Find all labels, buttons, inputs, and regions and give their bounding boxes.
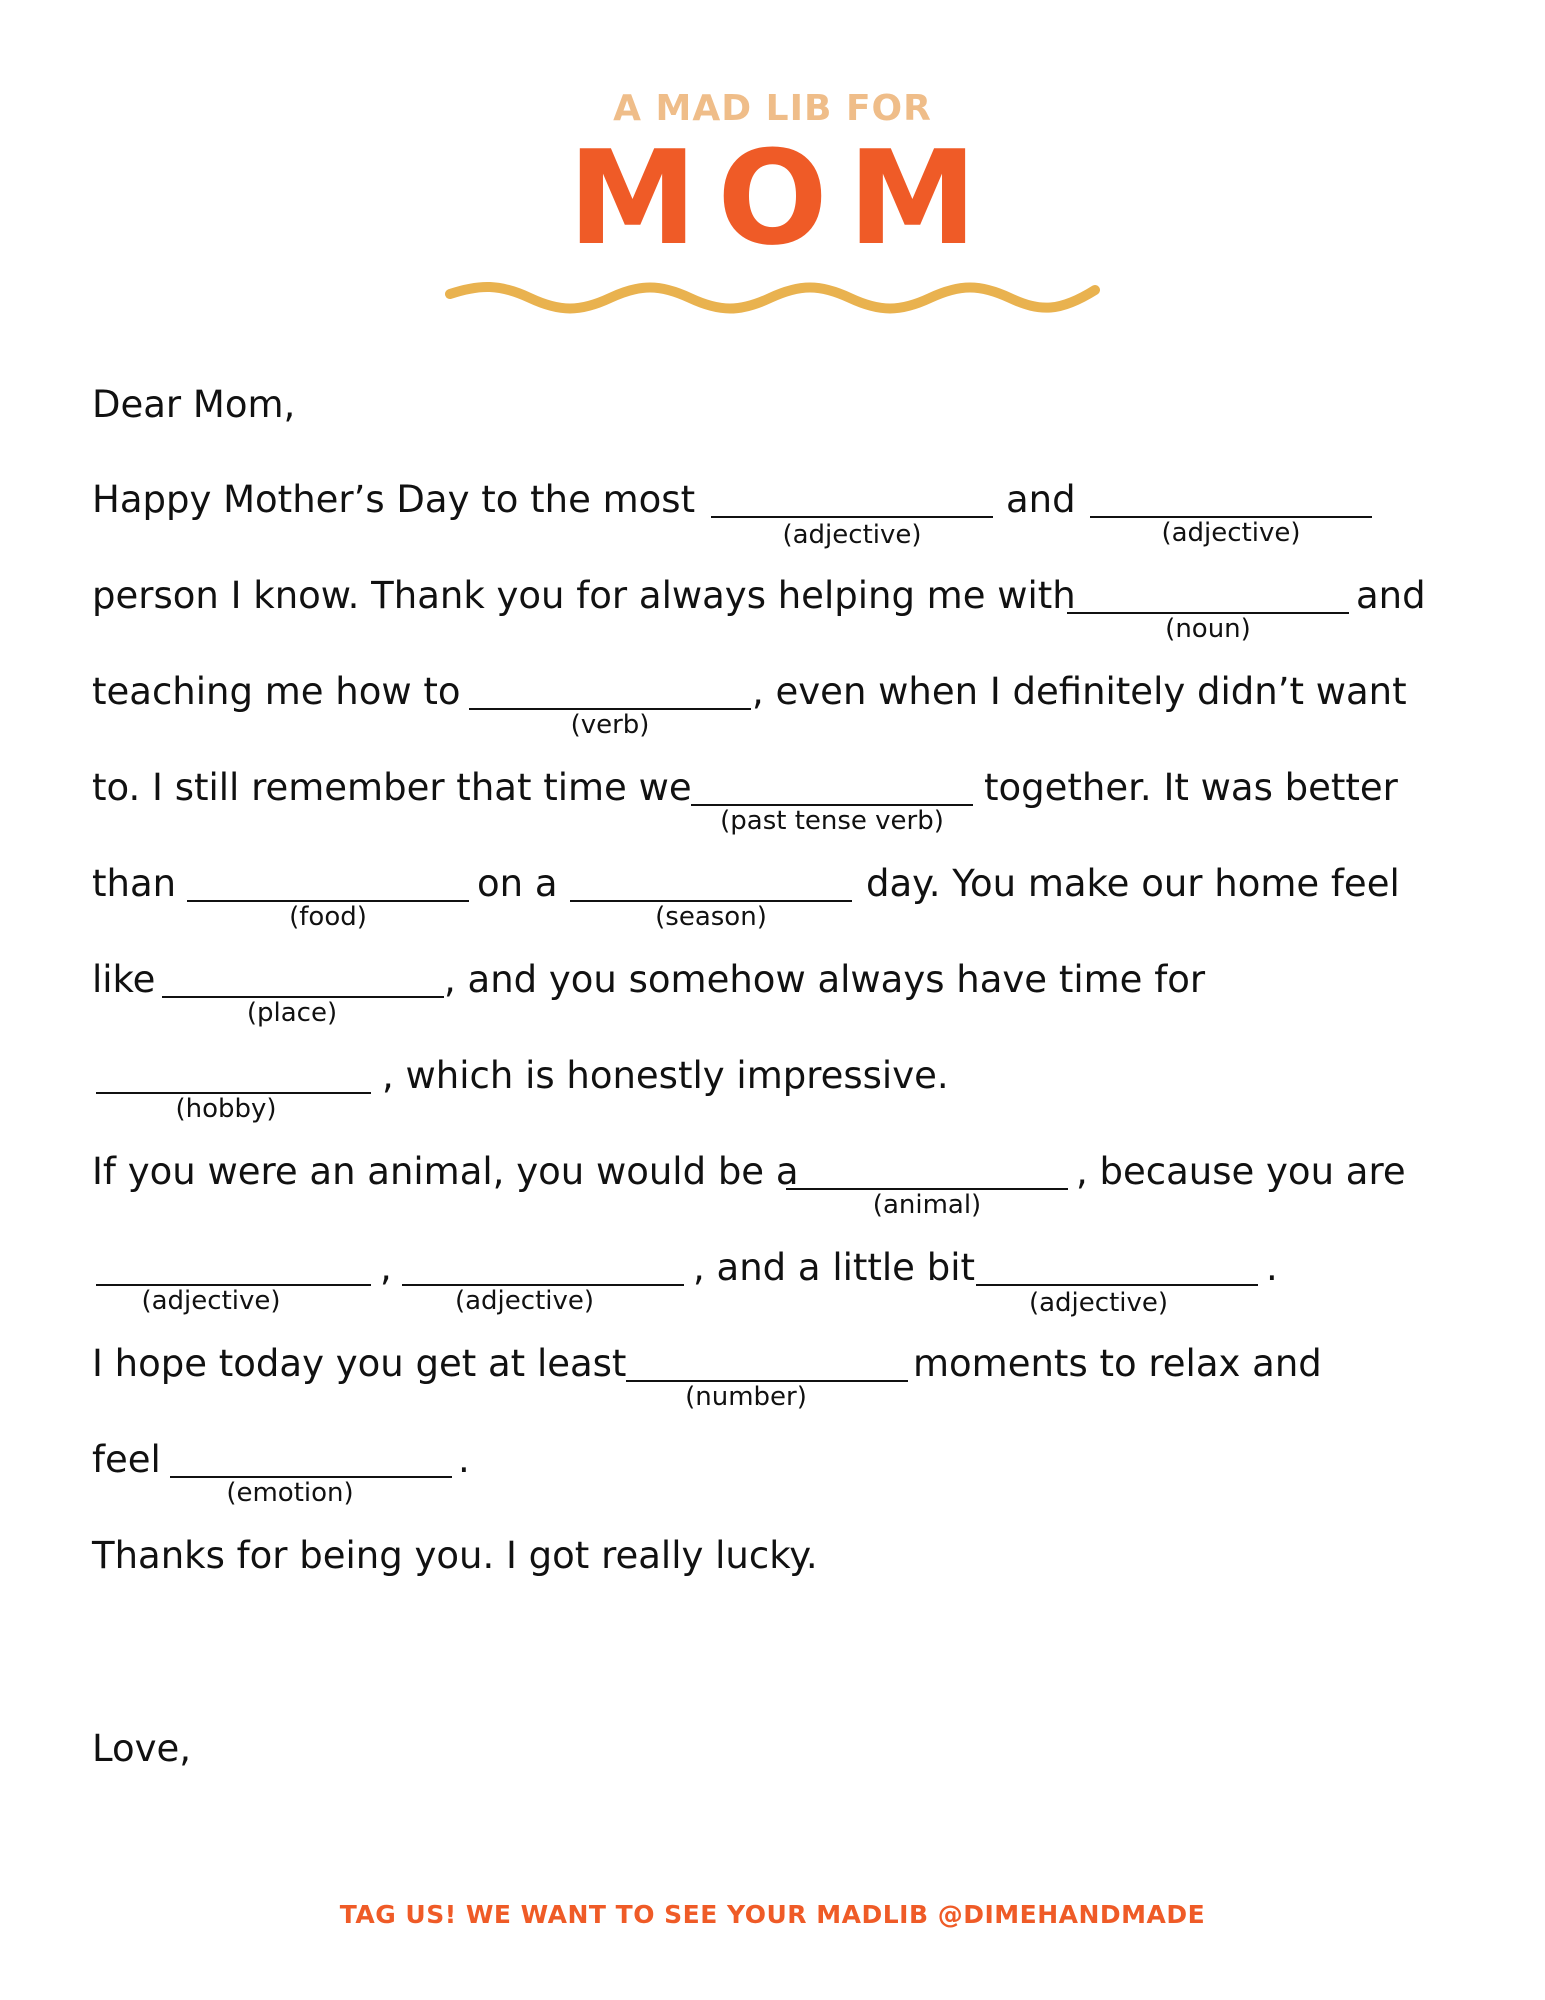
closing-line: Thanks for being you. I got really lucky. <box>92 1534 818 1577</box>
line-9-little-bit: , and a little bit <box>693 1246 975 1289</box>
line-10-end: moments to relax and <box>913 1342 1322 1385</box>
line-1-and: and <box>1006 478 1076 521</box>
line-5-end: day. You make our home feel <box>866 862 1400 905</box>
hint-season: (season) <box>655 902 767 932</box>
line-9-period: . <box>1266 1246 1278 1289</box>
hint-food: (food) <box>289 902 367 932</box>
line-9-comma: , <box>380 1246 392 1289</box>
line-8-end: , because you are <box>1076 1150 1406 1193</box>
line-3-start: teaching me how to <box>92 670 461 713</box>
blank-adjective-1[interactable] <box>711 516 993 518</box>
line-3-end: , even when I definitely didn’t want <box>752 670 1407 713</box>
line-2-and: and <box>1356 574 1426 617</box>
line-4-end: together. It was better <box>984 766 1398 809</box>
hint-adjective-1: (adjective) <box>782 520 922 550</box>
line-11-period: . <box>458 1438 470 1481</box>
hint-hobby: (hobby) <box>175 1094 277 1124</box>
hint-emotion: (emotion) <box>226 1478 354 1508</box>
subtitle: A MAD LIB FOR <box>613 88 932 129</box>
line-2-start: person I know. Thank you for always helping me with <box>92 574 1076 617</box>
hint-adjective-2: (adjective) <box>1161 518 1301 548</box>
hint-animal: (animal) <box>872 1190 982 1220</box>
line-10-start: I hope today you get at least <box>92 1342 627 1385</box>
line-1-start: Happy Mother’s Day to the most <box>92 478 696 521</box>
hint-adjective-5: (adjective) <box>1028 1288 1169 1318</box>
page-title: MOM <box>567 122 998 274</box>
hint-place: (place) <box>246 998 338 1028</box>
greeting: Dear Mom, <box>92 383 296 426</box>
signoff: Love, <box>92 1727 192 1770</box>
footer-tag: TAG US! WE WANT TO SEE YOUR MADLIB @DIMEHANDMADE <box>339 1900 1206 1929</box>
line-6-start: like <box>92 958 156 1001</box>
blank-adjective-5[interactable] <box>976 1284 1258 1286</box>
line-6-end: , and you somehow always have time for <box>444 958 1206 1001</box>
line-5-start: than <box>92 862 177 905</box>
line-5-on-a: on a <box>477 862 558 905</box>
line-4-start: to. I still remember that time we <box>92 766 692 809</box>
line-11-start: feel <box>92 1438 161 1481</box>
line-7-end: , which is honestly impressive. <box>382 1054 949 1097</box>
hint-verb: (verb) <box>570 710 650 740</box>
hint-number: (number) <box>685 1382 807 1412</box>
hint-past-tense-verb: (past tense verb) <box>720 806 944 836</box>
line-8-start: If you were an animal, you would be a <box>92 1150 799 1193</box>
hint-noun: (noun) <box>1165 614 1251 644</box>
hint-adjective-4: (adjective) <box>454 1286 595 1316</box>
hint-adjective-3: (adjective) <box>141 1286 281 1316</box>
